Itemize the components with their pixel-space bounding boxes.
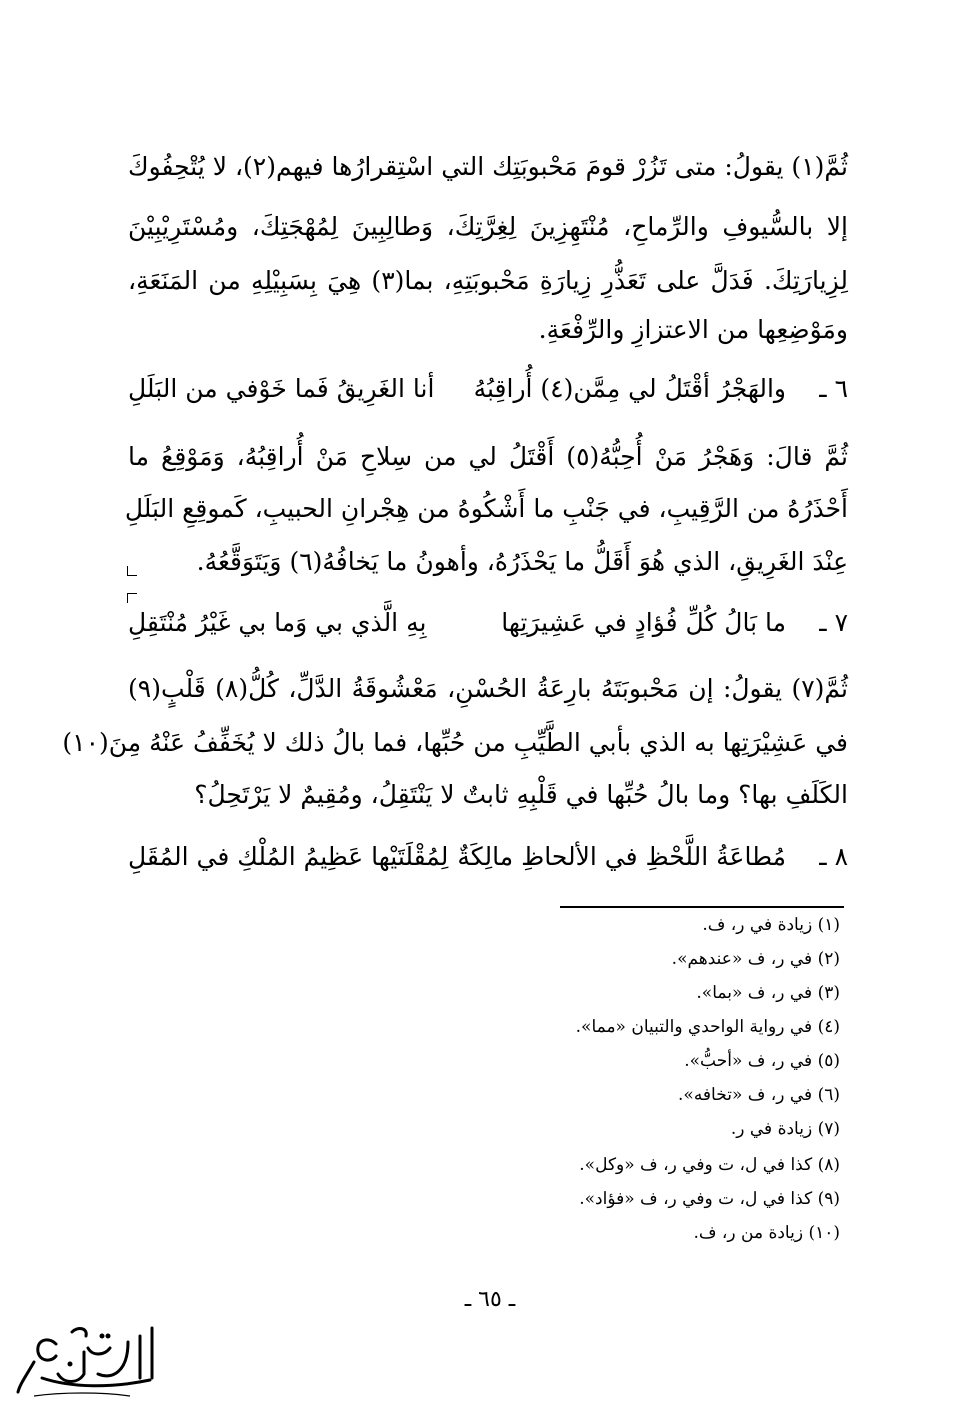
commentary-line: أَحْذَرُهُ من الرَّقِيبِ، في جَنْبِ ما أَشْكُوهُ من هِجْرانِ الحبيبِ، كَموقِعِ البَلَلِ (124, 494, 848, 523)
commentary-line: عِنْدَ الغَرِيقِ، الذي هُوَ أَقَلُّ ما يَحْذَرُهُ، وأهونُ ما يَخافُهُ(٦) وَيَتَوَقَّعُهُ. (196, 547, 848, 576)
page-number: ـ ٦٥ ـ (464, 1287, 516, 1312)
verse-number: ٦ ـ (819, 374, 848, 403)
verse-second-hemistich: أنا الغَرِيقُ فَما خَوْفي من البَلَلِ (128, 374, 435, 403)
verse-number: ٧ ـ (819, 608, 848, 637)
commentary-line: في عَشِيْرَتِها به الذي بأبي الطَّيِّبِ من حُبِّها، فما بالُ ذلك لا يُخَفِّفُ عَنْهُ مِنَ(١٠) (62, 728, 848, 757)
commentary-line: الكَلَفِ بها؟ وما بالُ حُبِّها في قَلْبِهِ ثابتٌ لا يَنْتَقِلُ، ومُقِيمٌ لا يَرْتَحِلُ؟ (194, 780, 848, 809)
footnote: (٧) زيادة في ر. (730, 1119, 840, 1139)
footnote: (١) زيادة في ر، ف. (702, 915, 840, 935)
footnote: (٢) في ر، ف «عندهم». (671, 949, 840, 969)
verse-first-hemistich: ما بَالُ كُلِّ فُؤادٍ في عَشِيرَتِها (501, 608, 786, 637)
verse-second-hemistich: لِمُقْلَتَيْها عَظِيمُ المُلْكِ في المُقَلِ (128, 842, 449, 871)
commentary-line: ومَوْضِعِها من الاعتزازِ والرِّفْعَةِ. (538, 315, 848, 344)
footnote: (٩) كذا في ل، ت وفي ر، ف «فؤاد». (579, 1189, 840, 1209)
verse-number: ٨ ـ (819, 842, 848, 871)
footnote: (٤) في رواية الواحدي والتبيان «مما». (575, 1017, 840, 1037)
verse-first-hemistich: مُطاعَةُ اللَّحْظِ في الألحاظِ مالِكَةٌ (457, 842, 786, 871)
commentary-line: إلا بالسُّيوفِ والرِّماحِ، مُنْتَهِزِينَ لِغِرَّتِكَ، وَطالِبِينَ لِمُهْجَتِكَ، ومُسْتَرِيْبِيْنَ (128, 212, 848, 241)
footnote: (٦) في ر، ف «تخافه». (678, 1085, 840, 1105)
commentary-line: لِزِيارَتِكَ. فَدَلَّ على تَعَذُّرِ زِيارَةِ مَحْبوبَتِهِ، بما(٣) هِيَ بِسَبِيْلِهِ من المَنَعَةِ، (128, 266, 848, 295)
footnote: (٨) كذا في ل، ت وفي ر، ف «وكل». (579, 1155, 840, 1175)
commentary-line: ثُمَّ قالَ: وَهَجْرُ مَنْ أُحِبُّهُ(٥) أَقْتَلُ لي من سِلاحِ مَنْ أُراقِبُهُ، وَمَوْقِعُ ما (128, 442, 849, 471)
commentary-line: ثُمَّ(٧) يقولُ: إن مَحْبوبَتَهُ بارِعَةُ الحُسْنِ، مَعْشُوقَةُ الدَّلِّ، كُلُّ(٨) قَلْبٍ(٩) (128, 674, 848, 703)
commentary-line: ثُمَّ(١) يقولُ: متى تَزُرْ قومَ مَحْبوبَتِك التي اسْتِقرارُها فيهم(٢)، لا يُتْحِفُوكَ (127, 152, 848, 181)
verse-first-hemistich: والهَجْرُ أقْتَلُ لي مِمَّن(٤) أُراقِبُهُ (473, 374, 786, 403)
margin-bracket-mark (127, 593, 137, 603)
footnote: (٣) في ر، ف «بما». (696, 983, 840, 1003)
margin-bracket-mark (127, 566, 137, 576)
calligraphy-logo-icon (12, 1322, 162, 1402)
verse-6 (128, 372, 848, 406)
verse-7 (128, 606, 848, 640)
footnote-separator (560, 906, 844, 908)
footnote: (٥) في ر، ف «أحبُّ». (684, 1051, 840, 1071)
verse-second-hemistich: بِهِ الَّذي بي وَما بي غَيْرُ مُنْتَقِلِ (128, 608, 427, 637)
verse-8 (128, 840, 848, 874)
footnote: (١٠) زيادة من ر، ف. (693, 1223, 840, 1243)
